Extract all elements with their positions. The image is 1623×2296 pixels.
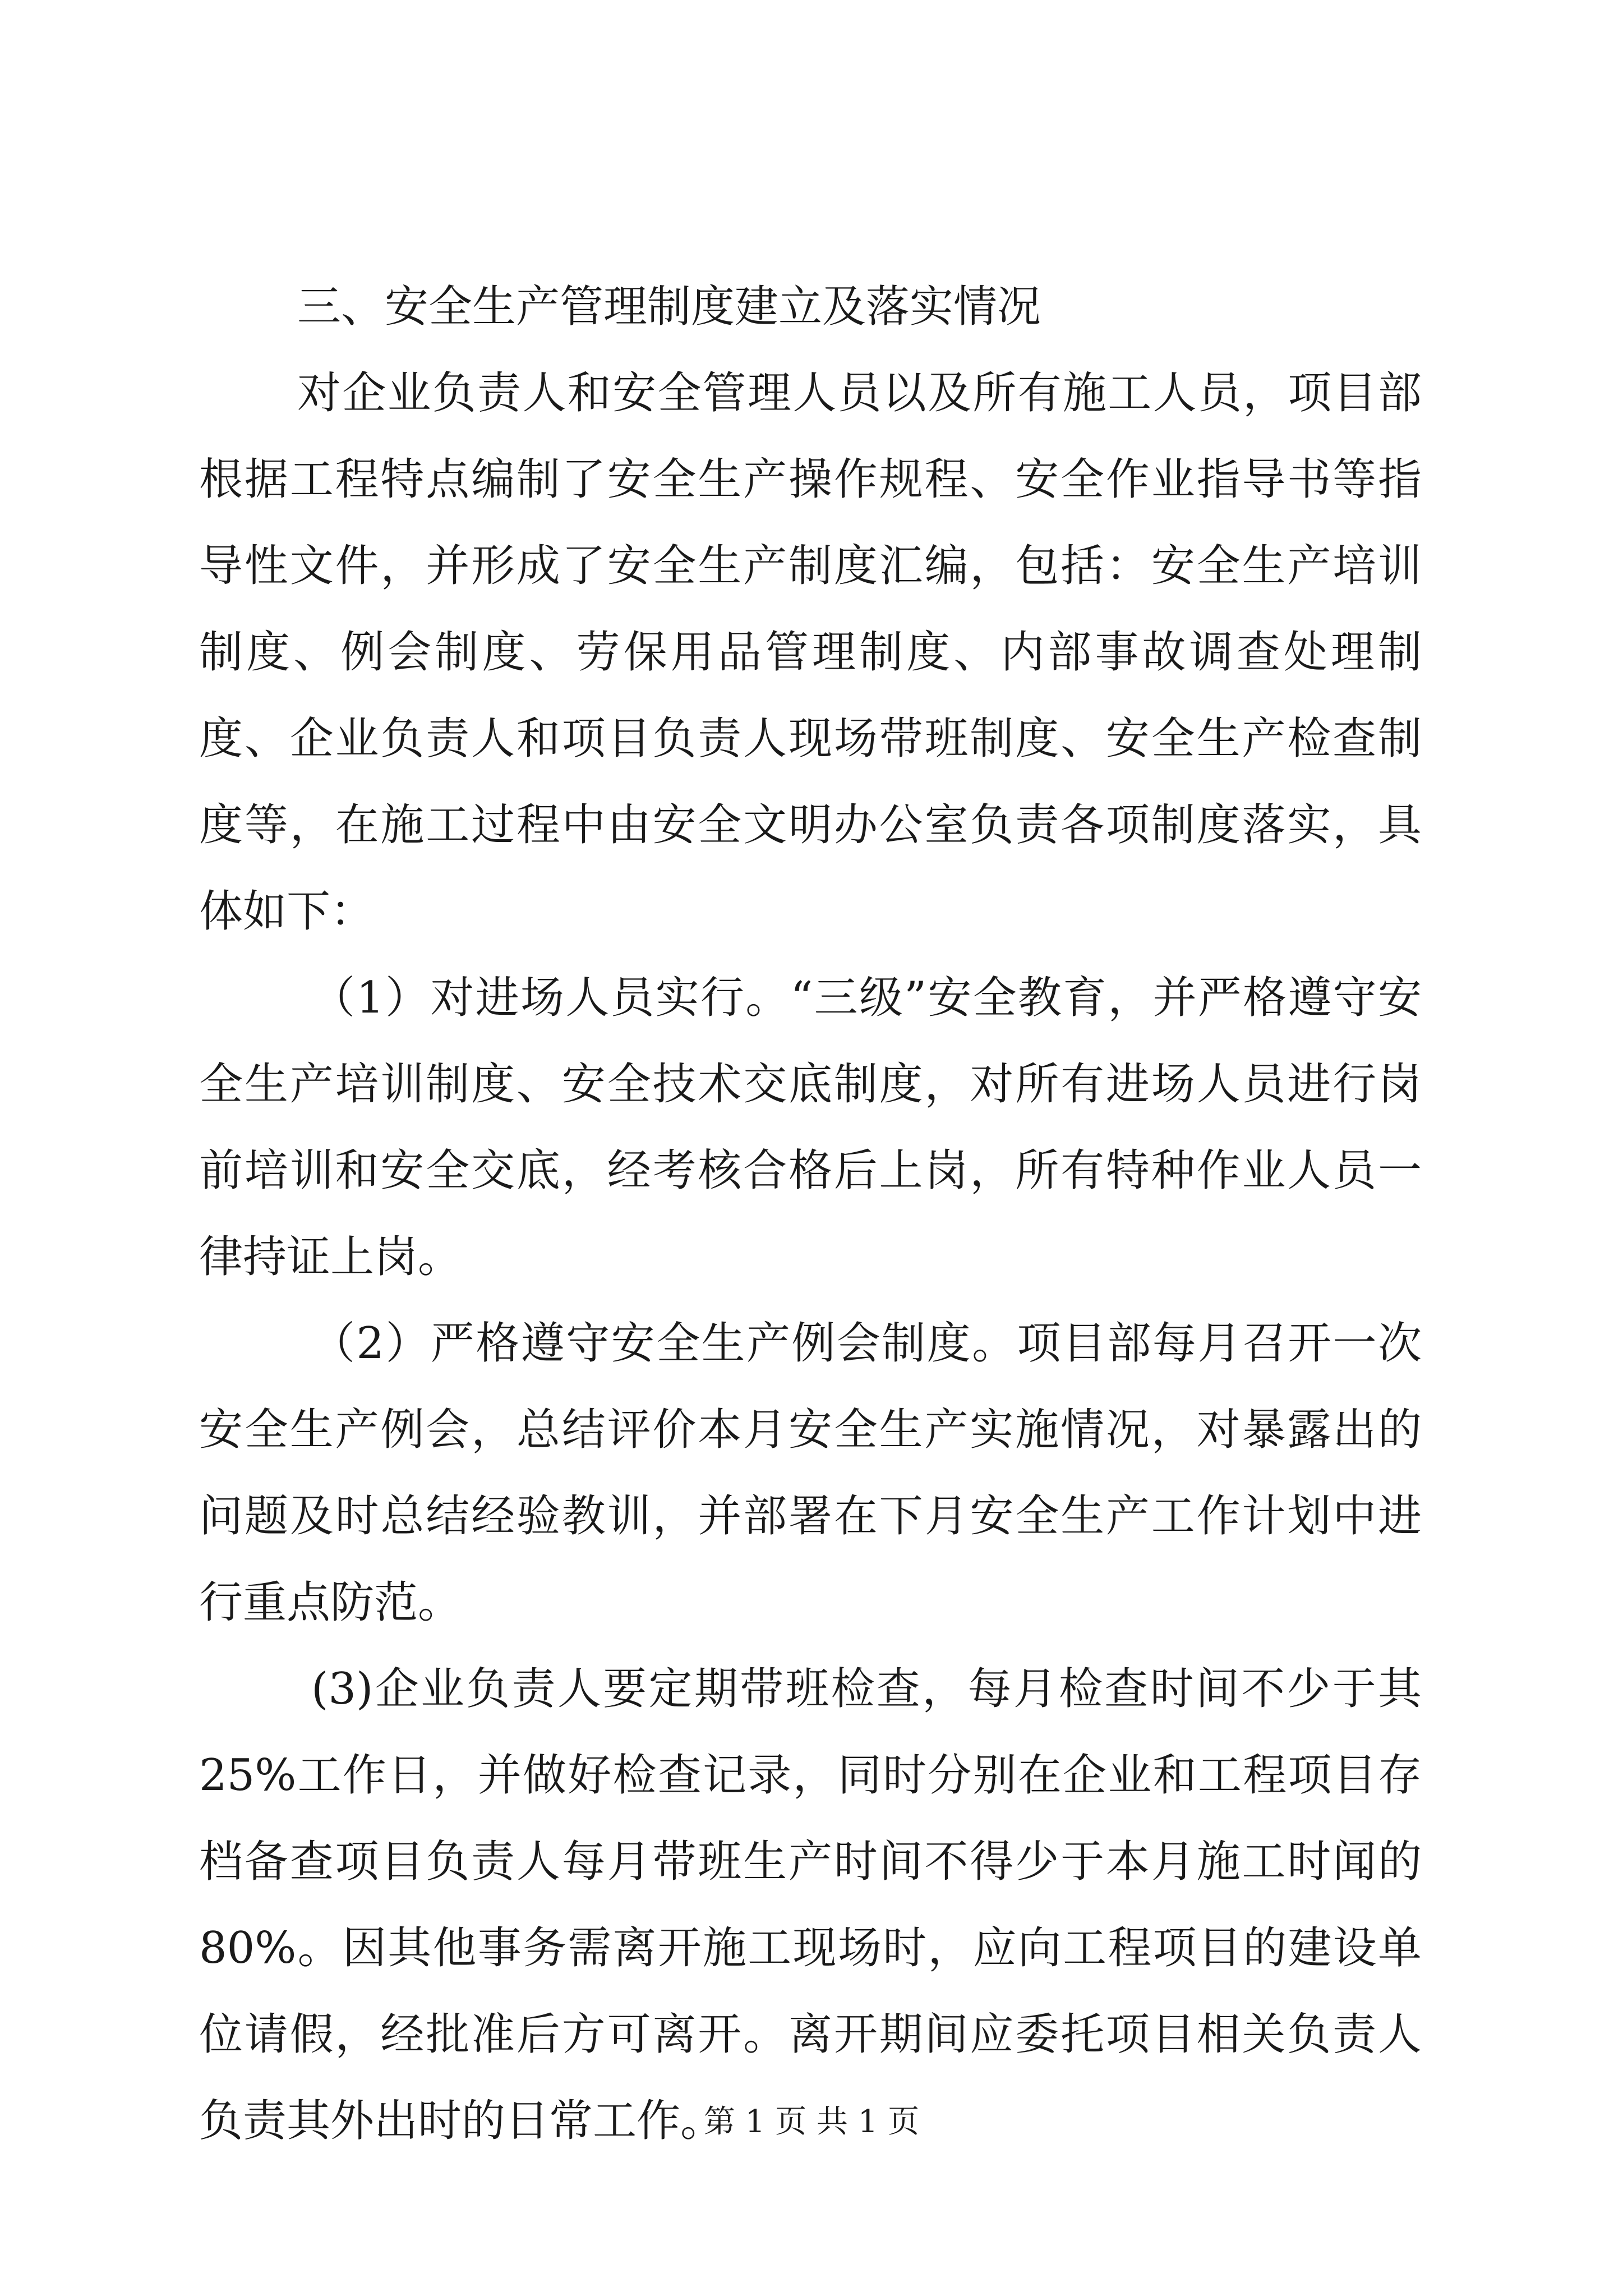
page-footer: 第 1 页 共 1 页 [703, 2104, 920, 2140]
paragraph-item-2: （2）严格遵守安全生产例会制度。项目部每月召开一次安全生产例会，总结评价本月安全生产实施情况，对暴露出的问题及时总结经验教训，并部署在下月安全生产工作计划中进行重点防范。 [199, 1318, 1422, 1628]
section-heading: 三、安全生产管理制度建立及落实情况 [297, 282, 1041, 332]
paragraph-item-3: (3)企业负责人要定期带班检查，每月检查时间不少于其25%工作日，并做好检查记录，同时分别在企业和工程项目存档备查项目负责人每月带班生产时间不得少于本月施工时闻的80%。因其他事务需离开施工现场时，应向工程项目的建设单位请假，经批准后方可离开。离开期间应委托项目相关负责人负责其外出时的日常工作。 [199, 1664, 1422, 2146]
document-body [199, 264, 1422, 2164]
paragraph-intro: 对企业负责人和安全管理人员以及所有施工人员，项目部根据工程特点编制了安全生产操作规程、安全作业指导书等指导性文件，并形成了安全生产制度汇编，包括：安全生产培训制度、例会制度、劳保用品管理制度、内部事故调查处理制度、企业负责人和项目负责人现场带班制度、安全生产检查制度等，在施工过程中由安全文明办公室负责各项制度落实，具体如下： [199, 368, 1422, 937]
paragraph-item-1: （1）对进场人员实行。“三级”安全教育，并严格遵守安全生产培训制度、安全技术交底制度，对所有进场人员进行岗前培训和安全交底，经考核合格后上岗，所有特种作业人员一律持证上岗。 [199, 973, 1422, 1282]
